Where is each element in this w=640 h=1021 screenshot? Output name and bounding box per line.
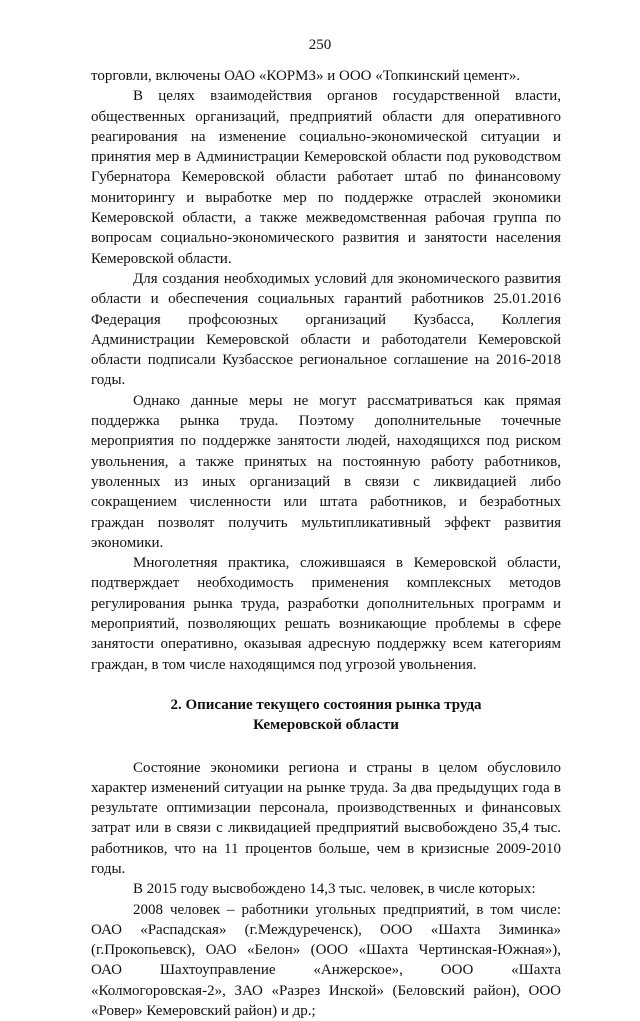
paragraph-regional-agreement: Для создания необходимых условий для экономического развития области и обеспечения социальных гарантий работников 25.01.2016 Федерация профсоюзных организаций Кузбасса, Коллегия Администрации Кемеровской области и работодатели Кемеровской области подписали Кузбасское региональное соглашение на 2016-2018 годы. bbox=[91, 270, 561, 389]
section-heading bbox=[91, 695, 561, 736]
section-heading-line-1: 2. Описание текущего состояния рынка труда bbox=[170, 696, 482, 713]
paragraph-support-measures: Однако данные меры не могут рассматриваться как прямая поддержка рынка труда. Поэтому дополнительные точечные мероприятия по поддержке занятости людей, находящихся под риском увольнения, а также принятых на постоянную работу работников, уволенных из иных организаций в связи с ликвидацией либо сокращением численности или штата работников, и безработных граждан позволят получить мультипликативный эффект развития экономики. bbox=[91, 392, 561, 551]
paragraph-continuation: торговли, включены ОАО «КОРМЗ» и ООО «Топкинский цемент». bbox=[91, 68, 521, 84]
paragraph-coal-workers: 2008 человек – работники угольных предприятий, в том числе: ОАО «Распадская» (г.Междуреченск), ООО «Шахта Зиминка» (г.Прокопьевск), ОАО «Белон» (ООО «Шахта Чертинская-Южная»), ОАО Шахтоуправление «Анжерское», ООО «Шахта «Колмогоровская-2», ЗАО «Разрез Инской» (Беловский район), ООО «Ровер» Кемеровский район) и др.; bbox=[91, 901, 561, 1020]
section-heading-line-2: Кемеровской области bbox=[253, 717, 399, 734]
page-number: 250 bbox=[308, 37, 332, 53]
document-body bbox=[91, 66, 561, 1021]
paragraph-2015-released: В 2015 году высвобождено 14,3 тыс. человек, в числе которых: bbox=[133, 881, 536, 898]
paragraph-practice: Многолетняя практика, сложившаяся в Кемеровской области, подтверждает необходимость применения комплексных методов регулирования рынка труда, разработки дополнительных программ и мероприятий, позволяющих решать возникающие проблемы в сфере занятости оперативно, оказывая адресную поддержку всем категориям граждан, в том числе находящимся под угрозой увольнения. bbox=[91, 555, 561, 673]
paragraph-economy-state: Состояние экономики региона и страны в целом обусловило характер изменений ситуации на рынке труда. За два предыдущих года в результате оптимизации персонала, производственных и финансовых затрат или в связи с ликвидацией предприятий высвобождено 35,4 тыс. работников, что на 11 процентов больше, чем в кризисные 2009-2010 годы. bbox=[91, 759, 561, 877]
paragraph-headquarters: В целях взаимодействия органов государственной власти, общественных организаций, предприятий области для оперативного реагирования на изменение социально-экономической ситуации и принятия мер в Администрации Кемеровской области под руководством Губернатора Кемеровской области работает штаб по финансовому мониторингу и выработке мер по поддержке отраслей экономики Кемеровской области, а также межведомственная рабочая группа по вопросам социально-экономического развития и занятости населения Кемеровской области. bbox=[91, 88, 561, 267]
